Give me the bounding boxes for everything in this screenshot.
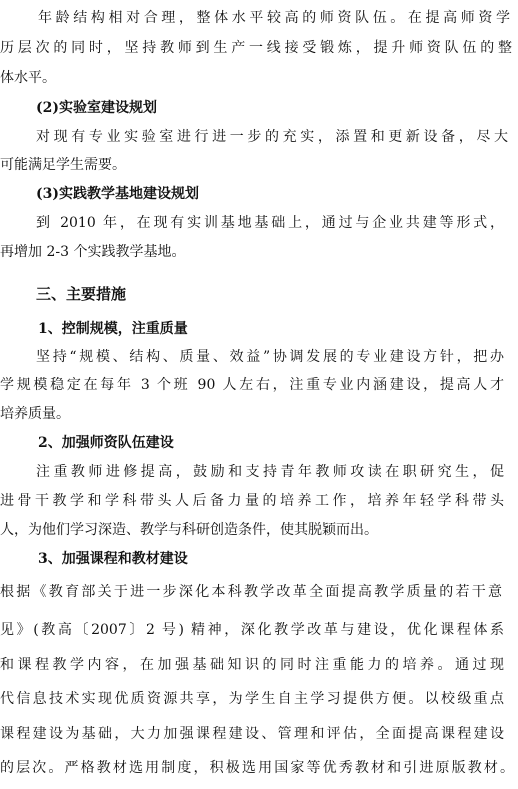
paragraph-line: 坚持“规模、结构、质量、效益”协调发展的专业建设方针，把办 (36, 349, 504, 365)
subheading-practice-base-plan: (3)实践教学基地建设规划 (36, 186, 199, 202)
paragraph-line: 培养质量。 (0, 406, 70, 422)
paragraph-line: 学规模稳定在每年 3 个班 90 人左右，注重专业内涵建设，提高人才 (0, 377, 504, 393)
paragraph-line: 人，为他们学习深造、教学与科研创造条件，使其脱颖而出。 (0, 522, 378, 538)
measure-heading-3: 3、加强课程和教材建设 (38, 551, 188, 567)
paragraph-line: 和课程教学内容，在加强基础知识的同时注重能力的培养。通过现 (0, 657, 504, 673)
paragraph-line: 课程建设为基础，大力加强课程建设、管理和评估，全面提高课程建设 (0, 726, 504, 742)
paragraph-line: 的层次。严格教材选用制度，积极选用国家等优秀教材和引进原版教材。 (0, 760, 514, 776)
subheading-lab-plan: (2)实验室建设规划 (36, 100, 157, 116)
paragraph-line: 注重教师进修提高，鼓励和支持青年教师攻读在职研究生，促 (36, 464, 504, 480)
paragraph-line: 代信息技术实现优质资源共享，为学生自主学习提供方便。以校级重点 (0, 691, 504, 707)
paragraph-line: 根据《教育部关于进一步深化本科教学改革全面提高教学质量的若干意 (0, 584, 502, 600)
paragraph-line: 再增加 2-3 个实践教学基地。 (0, 244, 186, 260)
paragraph-line: 到 2010 年，在现有实训基地基础上，通过与企业共建等形式， (36, 215, 504, 231)
paragraph-line: 可能满足学生需要。 (0, 157, 126, 173)
paragraph-line: 体水平。 (0, 70, 56, 86)
paragraph-line: 见》(教高〔2007〕2 号) 精神，深化教学改革与建设，优化课程体系 (0, 622, 504, 638)
paragraph-line: 对现有专业实验室进行进一步的充实，添置和更新设备，尽大 (36, 129, 508, 145)
paragraph-line: 历层次的同时，坚持教师到生产一线接受锻炼，提升师资队伍的整 (0, 40, 512, 56)
measure-heading-2: 2、加强师资队伍建设 (38, 435, 174, 451)
measure-heading-1: 1、控制规模，注重质量 (38, 321, 188, 337)
paragraph-line: 年龄结构相对合理，整体水平较高的师资队伍。在提高师资学 (38, 10, 510, 26)
section-heading: 三、主要措施 (36, 285, 127, 303)
paragraph-line: 进骨干教学和学科带头人后备力量的培养工作，培养年轻学科带头 (0, 493, 504, 509)
